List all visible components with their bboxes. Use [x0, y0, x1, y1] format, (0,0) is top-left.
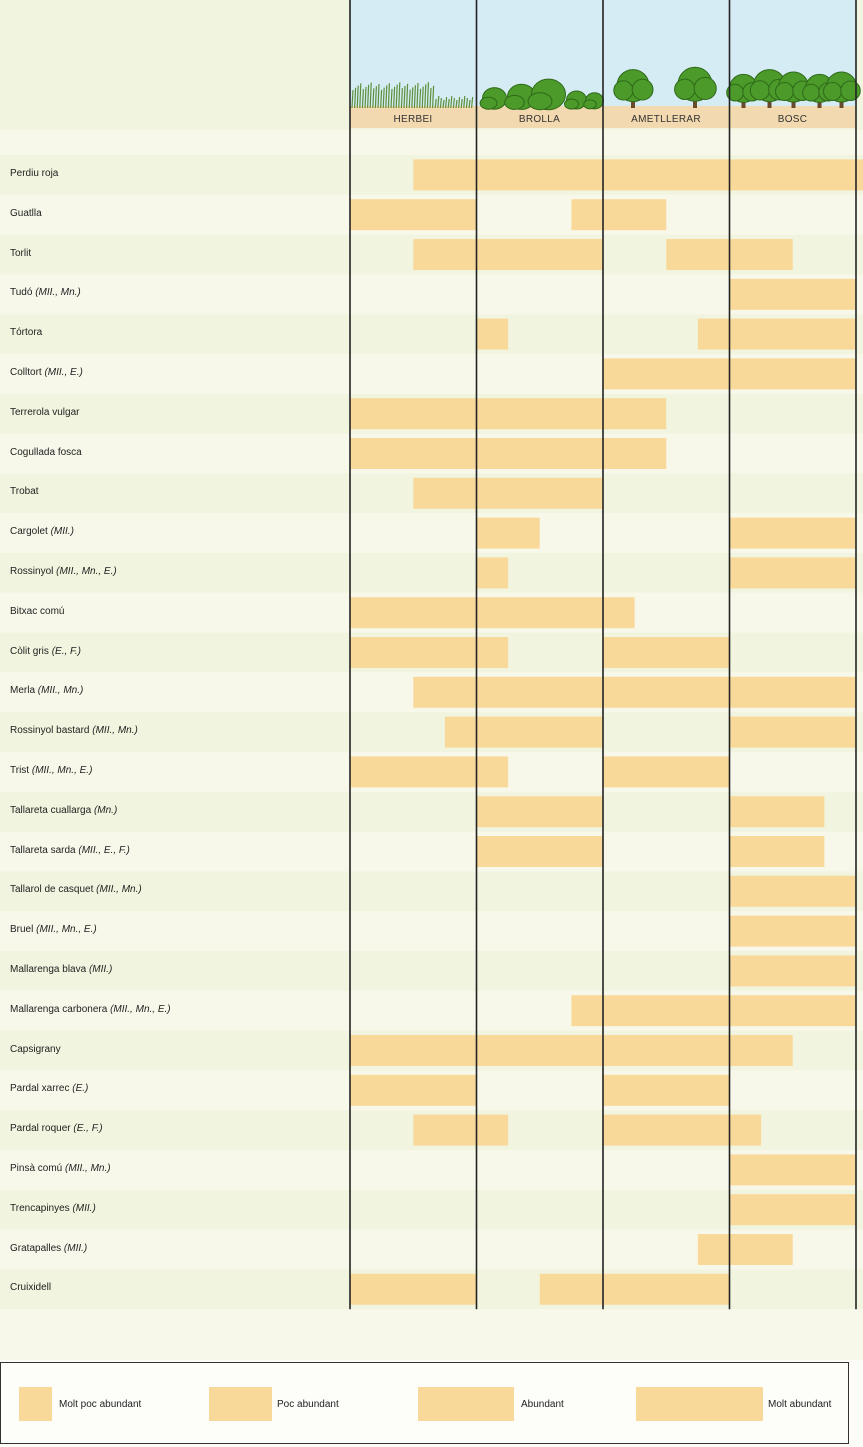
- species-label: [10, 685, 83, 696]
- habitat-label: AMETLLERAR: [631, 114, 701, 125]
- header-gap-band: [0, 130, 863, 155]
- habitat-label: BROLLA: [518, 114, 561, 125]
- abundance-bar: [730, 836, 825, 867]
- species-name: Tudó: [10, 287, 33, 299]
- abundance-bar: [413, 478, 603, 509]
- abundance-bar: [730, 279, 857, 310]
- species-name: Rossinyol: [10, 565, 54, 577]
- legend-label: Molt poc abundant: [59, 1399, 142, 1410]
- abundance-bar: [730, 518, 857, 549]
- abundance-bar: [603, 756, 730, 787]
- species-note: (MII., Mn.): [35, 287, 81, 299]
- species-name: Terrerola vulgar: [10, 406, 80, 418]
- species-label: [10, 248, 31, 259]
- species-label: [10, 1203, 96, 1214]
- species-name: Bitxac comú: [10, 605, 65, 617]
- species-label: [10, 884, 142, 895]
- species-label: [10, 407, 79, 418]
- abundance-bar: [698, 319, 856, 350]
- species-label: [10, 566, 117, 577]
- species-label: [10, 725, 138, 736]
- abundance-bar: [413, 239, 603, 270]
- habitat-illustrations: [350, 0, 860, 128]
- species-label: [10, 1243, 87, 1254]
- species-note: (E.): [72, 1083, 89, 1095]
- species-name: Torlit: [10, 247, 32, 259]
- forest-icon: [727, 70, 861, 108]
- species-label: [10, 486, 39, 497]
- species-note: (MII., Mn., E.): [31, 764, 93, 776]
- species-name: Colltort: [10, 366, 42, 378]
- abundance-bar: [477, 796, 604, 827]
- species-label: [10, 805, 117, 816]
- abundance-bar: [603, 1075, 730, 1106]
- species-name: Còlit gris: [10, 645, 49, 657]
- species-label: [10, 287, 81, 298]
- abundance-bar: [477, 319, 509, 350]
- species-name: Rossinyol bastard: [10, 725, 90, 737]
- species-name: Mallarenga carbonera: [10, 1003, 108, 1015]
- species-label: [10, 168, 58, 179]
- abundance-bar: [603, 637, 730, 668]
- species-note: (MII., Mn., E.): [36, 924, 97, 936]
- abundance-bar: [350, 1274, 477, 1305]
- species-note: (MII., E., F.): [78, 844, 130, 856]
- abundance-bar: [698, 1234, 793, 1265]
- abundance-bar: [413, 159, 863, 190]
- species-name: Cargolet: [10, 526, 48, 538]
- abundance-bar: [571, 199, 666, 230]
- abundance-bar: [730, 557, 857, 588]
- legend: [0, 1362, 849, 1444]
- abundance-bar: [413, 677, 856, 708]
- species-name: Tallareta sarda: [10, 844, 76, 856]
- legend-swatch: [418, 1387, 514, 1421]
- abundance-bar: [730, 876, 857, 907]
- species-note: (E., F.): [73, 1123, 103, 1135]
- species-label: [10, 646, 81, 657]
- species-label: [10, 208, 42, 219]
- species-note: (MII.): [50, 526, 74, 538]
- abundance-bar: [350, 438, 666, 469]
- species-name: Mallarenga blava: [10, 963, 87, 975]
- species-note: (MII., Mn.): [37, 685, 84, 697]
- species-label: [10, 606, 64, 617]
- species-name: Pinsà comú: [10, 1162, 63, 1174]
- habitat-label: HERBEI: [393, 114, 433, 125]
- species-name: Tallareta cuallarga: [10, 804, 92, 816]
- species-label: [10, 964, 112, 975]
- species-name: Tórtora: [10, 327, 43, 339]
- abundance-bar: [350, 756, 508, 787]
- species-note: (MII., E.): [44, 366, 83, 378]
- species-note: (MII.): [72, 1202, 96, 1214]
- abundance-bar: [540, 1274, 730, 1305]
- species-note: (MII., Mn.): [96, 884, 142, 896]
- species-name: Guatlla: [10, 207, 42, 219]
- abundance-bar: [350, 1075, 477, 1106]
- species-label: [10, 765, 92, 776]
- abundance-bar: [477, 518, 540, 549]
- species-label: [10, 924, 97, 935]
- species-name: Perdiu roja: [10, 167, 59, 179]
- species-label: [10, 1123, 103, 1134]
- abundance-bar: [350, 1035, 793, 1066]
- species-note: (MII.): [88, 963, 113, 975]
- species-name: Cruixidell: [10, 1282, 52, 1294]
- species-name: Trobat: [10, 486, 39, 498]
- species-name: Pardal xarrec: [10, 1083, 70, 1095]
- species-note: (MII., Mn.): [65, 1162, 111, 1174]
- species-note: (E., F.): [51, 645, 81, 657]
- abundance-bar: [603, 1115, 761, 1146]
- species-name: Capsigrany: [10, 1043, 61, 1055]
- abundance-bar: [730, 916, 857, 947]
- species-label: [10, 845, 130, 856]
- footer-band: [0, 1309, 863, 1360]
- species-name: Gratapalles: [10, 1242, 62, 1254]
- abundance-bar: [350, 637, 508, 668]
- species-label: [10, 447, 82, 458]
- abundance-bar: [477, 557, 509, 588]
- legend-swatch: [636, 1387, 763, 1421]
- species-note: (MII., Mn., E.): [110, 1003, 171, 1015]
- species-label: [10, 1083, 88, 1094]
- species-label: [10, 1282, 51, 1293]
- species-name: Merla: [10, 685, 36, 697]
- abundance-bar: [477, 836, 604, 867]
- abundance-bar: [350, 597, 635, 628]
- species-name: Pardal roquer: [10, 1123, 71, 1135]
- abundance-bar: [445, 717, 603, 748]
- abundance-bar: [730, 1194, 857, 1225]
- legend-swatch: [19, 1387, 52, 1421]
- abundance-bar: [730, 717, 857, 748]
- legend-label: Molt abundant: [768, 1399, 832, 1410]
- species-label: [10, 1004, 171, 1015]
- abundance-bar: [571, 995, 856, 1026]
- species-name: Tallarol de casquet: [10, 884, 94, 896]
- species-note: (MII., Mn.): [92, 725, 138, 737]
- legend-swatch: [209, 1387, 272, 1421]
- species-note: (MII.): [63, 1242, 88, 1254]
- species-name: Trist: [10, 764, 30, 776]
- abundance-bar: [730, 955, 857, 986]
- species-name: Cogullada fosca: [10, 446, 82, 458]
- legend-label: Abundant: [521, 1399, 564, 1410]
- abundance-bar: [730, 1154, 857, 1185]
- species-label: [10, 526, 74, 537]
- legend-label: Poc abundant: [277, 1399, 339, 1410]
- abundance-bar: [350, 398, 666, 429]
- abundance-bar: [730, 796, 825, 827]
- abundance-bar: [413, 1115, 508, 1146]
- species-label: [10, 367, 83, 378]
- species-label: [10, 1044, 61, 1055]
- habitat-label: BOSC: [777, 114, 808, 125]
- species-note: (MII., Mn., E.): [56, 565, 117, 577]
- species-label: [10, 1163, 111, 1174]
- abundance-bar: [350, 199, 477, 230]
- species-name: Trencapinyes: [10, 1202, 70, 1214]
- species-note: (Mn.): [93, 804, 118, 816]
- species-name: Bruel: [10, 924, 34, 936]
- species-label: [10, 327, 42, 338]
